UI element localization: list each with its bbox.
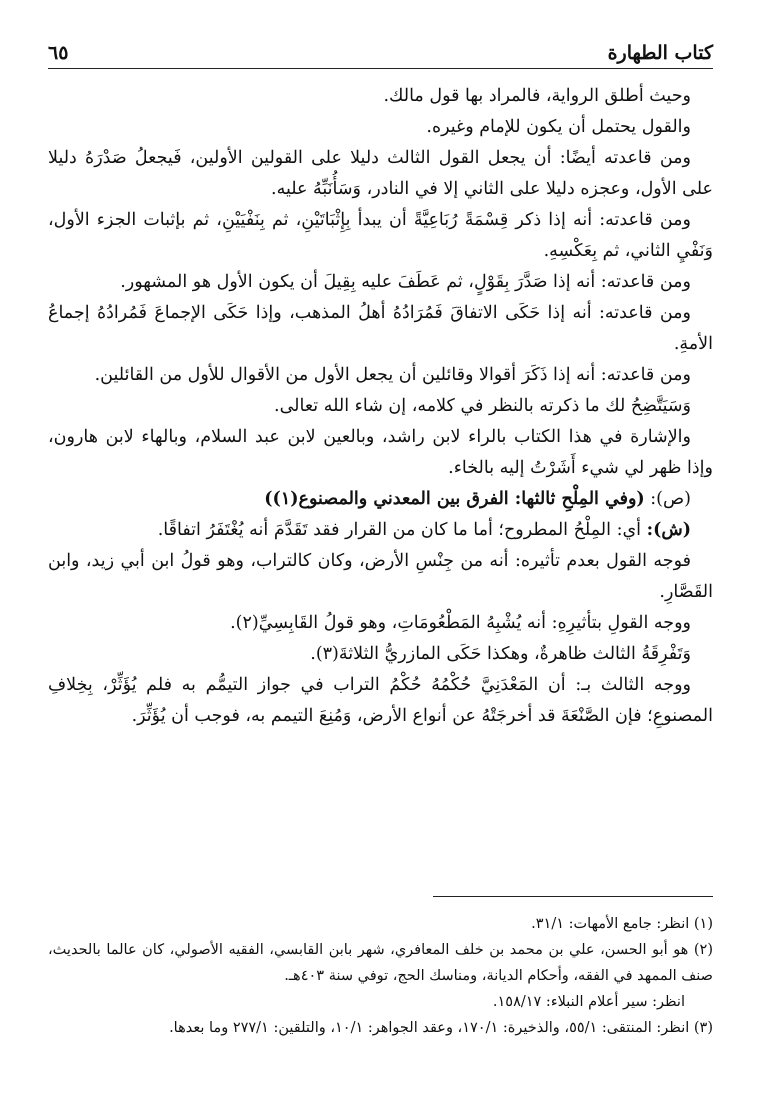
footnote: (٢) هو أبو الحسن، علي بن محمد بن خلف المعافري، شهر بابن القابسي، الفقيه الأصولي، كان عالما بالحديث، صنف الممهد في الفقه، وأحكام الديانة، ومناسك الحج، توفي سنة ٤٠٣هـ. (48, 942, 713, 984)
sharh-marker: (ش): (646, 520, 691, 540)
sharh-text: أي: المِلْحُ المطروح؛ أما ما كان من القرار فقد تَقَدَّمَ أنه يُغْتَفَرُ اتفاقًا. (157, 520, 642, 540)
footnotes (48, 896, 713, 1041)
paragraph: ومن قاعدته: أنه إذا ذكر قِسْمَةً رُبَاعِيَّةً أن يبدأ بِإِثْبَاتَيْنِ، ثم بِنَفْيَيْنِ، ثم بإثبات الجزء الأول، وَنَفْيِ الثاني، ثم بِعَكْسِهِ. (48, 210, 713, 261)
matn-text: (وفي المِلْحِ ثالثها: الفرق بين المعدني والمصنوع(١)) (264, 489, 645, 509)
paragraph: ومن قاعدته: أنه إذا صَدَّرَ بِقَوْلٍ، ثم عَطَفَ عليه بِقِيلَ أن يكون الأول هو المشهور. (120, 272, 691, 292)
matn-marker: (ص): (650, 489, 691, 509)
footnote-continuation: انظر: سير أعلام النبلاء: ١٥٨/١٧. (492, 994, 685, 1010)
page-header (48, 30, 713, 69)
paragraph: ووجه الثالث بـ: أن المَعْدَنِيَّ حُكْمُهُ حُكْمُ التراب في جواز التيمُّم به فلم يُؤَثِّرْ، بِخِلافِ المصنوعِ؛ فإن الصَّنْعَةَ قد أخرجَتْهُ عن أنواع الأرض، وَمُنِعَ التيمم به، فوجب أن يُؤَثِّرَ. (48, 675, 713, 726)
paragraph: والإشارة في هذا الكتاب بالراء لابن راشد، وبالعين لابن عبد السلام، وبالهاء لابن هارون، وإذا ظهر لي شيء أَشَرْتُ إليه بالخاء. (48, 427, 713, 478)
paragraph: فوجه القول بعدم تأثيره: أنه من جِنْسِ الأرض، وكان كالتراب، وهو قولُ ابن أبي زيد، وابن القَصَّارِ. (48, 551, 713, 602)
footnote: (٣) انظر: المنتقى: ٥٥/١، والذخيرة: ١٧٠/١، وعقد الجواهر: ١٠/١، والتلقين: ٢٧٧/١ وما بعدها. (169, 1020, 713, 1036)
paragraph: ومن قاعدته: أنه إذا حَكَى الاتفاقَ فَمُرَادُهُ أهلُ المذهب، وإذا حَكَى الإجماعَ فَمُرادُهُ إجماعُ الأمةِ. (48, 303, 713, 354)
paragraph: ومن قاعدته: أنه إذا ذَكَرَ أقوالا وقائلين أن يجعل الأول من الأقوال للأول من القائلين. (94, 365, 691, 385)
matn-line (48, 484, 713, 515)
paragraph: وحيث أطلق الرواية، فالمراد بها قول مالك. (383, 86, 691, 106)
paragraph: ومن قاعدته أيضًا: أن يجعل القول الثالث دليلا على القولين الأولين، فَيجعلُ صَدْرَهُ دليلا على الأول، وعجزه دليلا على الثاني إلا في النادر، وَسَأُنَبِّهُ عليه. (48, 148, 713, 199)
sharh-line (48, 515, 713, 546)
chapter-title: كتاب الطهارة (607, 42, 713, 64)
paragraph: وَسَيَتَّضِحُ لك ما ذكرته بالنظر في كلامه، إن شاء الله تعالى. (274, 396, 691, 416)
footnote: (١) انظر: جامع الأمهات: ٣١/١. (531, 916, 713, 932)
main-text (48, 81, 713, 732)
page-number: ٦٥ (48, 42, 69, 64)
paragraph: والقول يحتمل أن يكون للإمام وغيره. (426, 117, 691, 137)
paragraph: وَتَفْرِقَةُ الثالث ظاهرةٌ، وهكذا حَكَى المازريُّ الثلاثةَ(٣). (310, 644, 691, 664)
book-page (48, 30, 713, 1079)
paragraph: ووجه القولِ بتأثيرِهِ: أنه يُشْبِهُ المَطْعُومَاتِ، وهو قولُ القَابِسِيِّ(٢). (230, 613, 691, 633)
footnote-separator (433, 896, 713, 897)
